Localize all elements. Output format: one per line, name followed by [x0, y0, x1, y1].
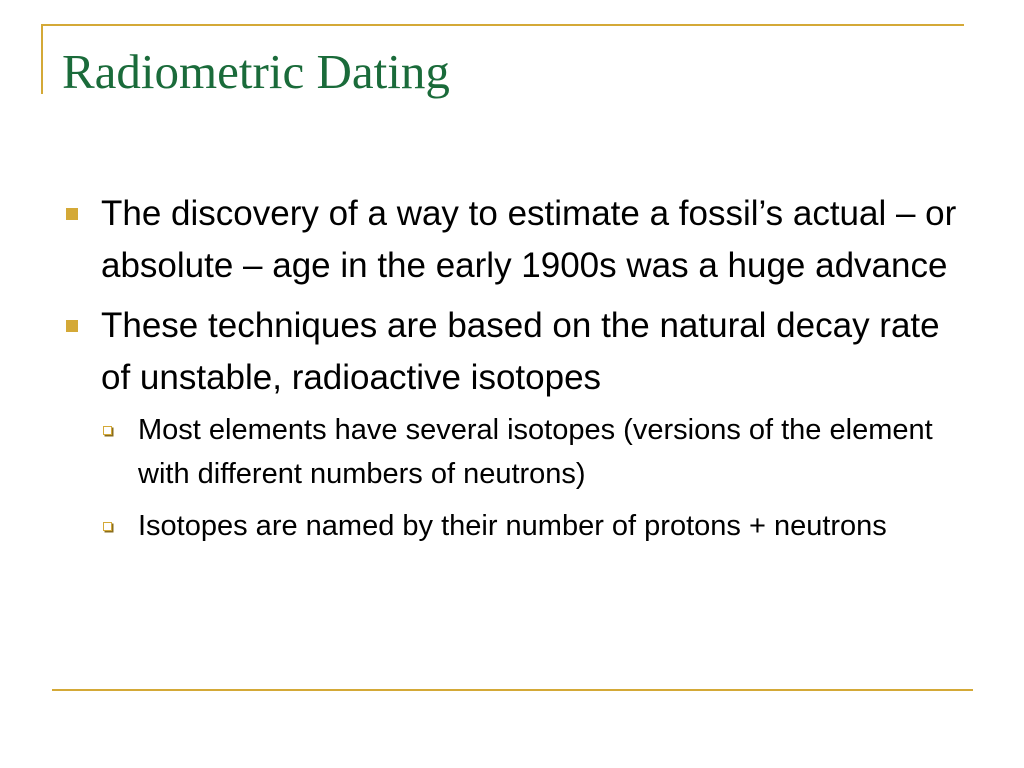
left-accent-rule	[41, 24, 43, 94]
slide-title: Radiometric Dating	[62, 44, 450, 99]
sub-bullet-item	[101, 504, 972, 548]
bullet-text: These techniques are based on the natural decay rate of unstable, radioactive isotopes	[101, 306, 940, 397]
bullet-item	[62, 300, 972, 548]
sub-bullet-list	[101, 408, 972, 548]
sub-bullet-text: Most elements have several isotopes (versions of the element with different numbers of neutrons)	[138, 414, 933, 490]
sub-bullet-text: Isotopes are named by their number of protons + neutrons	[138, 510, 887, 542]
hollow-square-bullet-icon	[103, 522, 112, 531]
square-bullet-icon	[66, 320, 78, 332]
square-bullet-icon	[66, 208, 78, 220]
sub-bullet-item	[101, 408, 972, 496]
bullet-list	[62, 188, 972, 556]
bullet-item	[62, 188, 972, 292]
top-accent-rule	[41, 24, 964, 26]
hollow-square-bullet-icon	[103, 426, 112, 435]
bottom-accent-rule	[52, 689, 973, 691]
bullet-text: The discovery of a way to estimate a fossil’s actual – or absolute – age in the early 1900s was a huge advance	[101, 194, 957, 285]
